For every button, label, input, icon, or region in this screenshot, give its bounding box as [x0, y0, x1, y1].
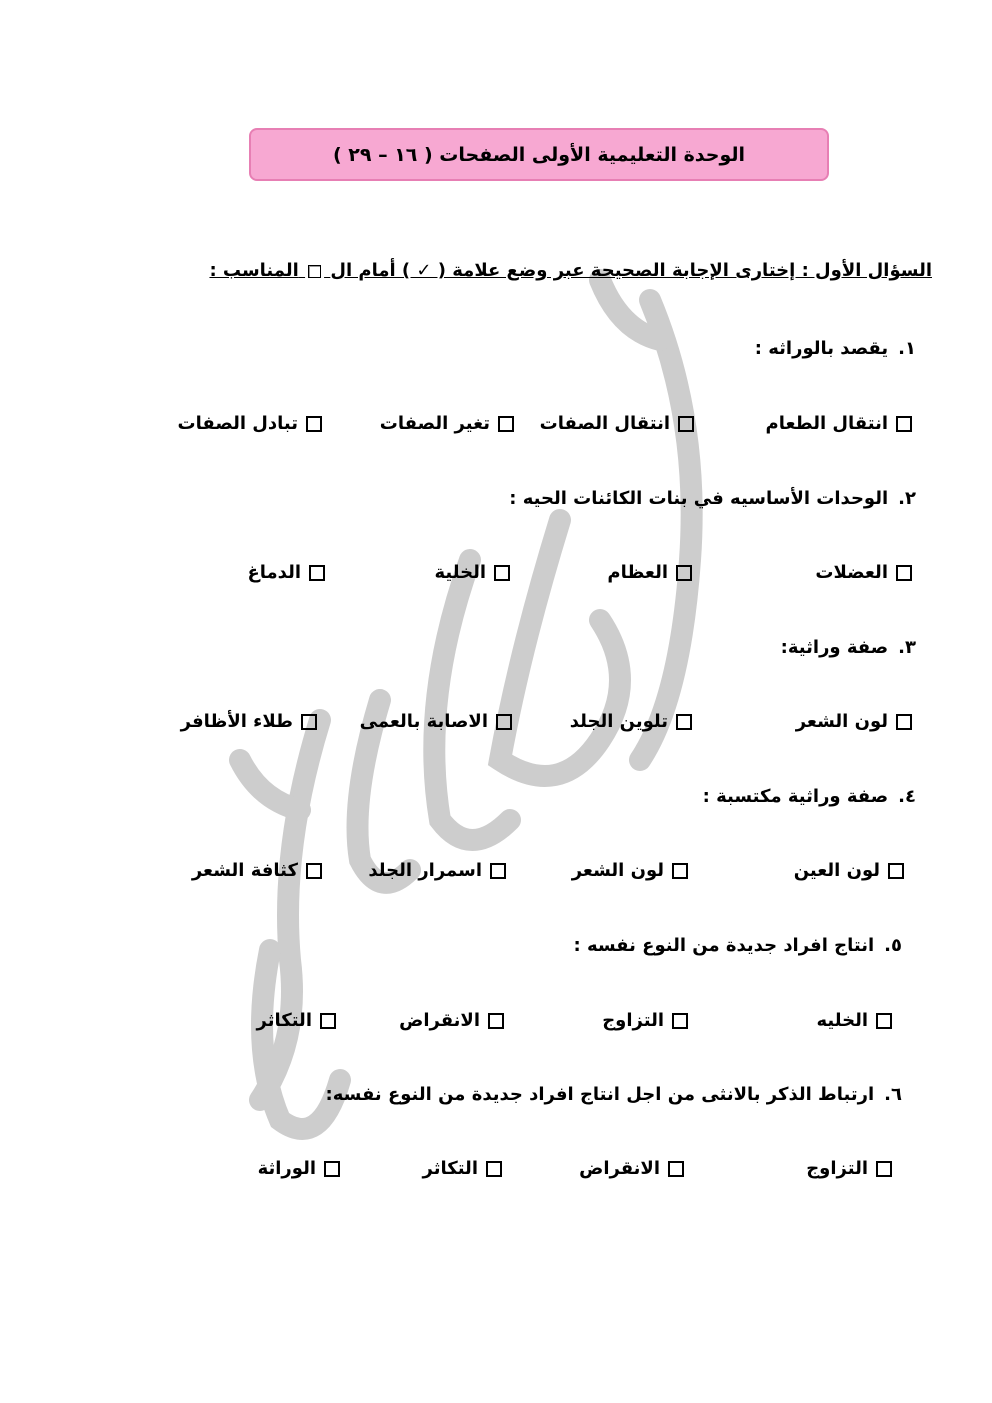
checkbox-icon[interactable] [876, 1161, 892, 1177]
watermark-stroke [600, 280, 660, 340]
checkbox-icon[interactable] [888, 863, 904, 879]
checkbox-icon[interactable] [494, 565, 510, 581]
unit-title-box [249, 128, 829, 181]
question-6 [326, 1084, 902, 1105]
question-1 [755, 338, 916, 359]
option[interactable] [423, 1158, 502, 1179]
option[interactable] [572, 860, 688, 881]
option[interactable] [607, 562, 692, 583]
option[interactable] [579, 1158, 684, 1179]
option-label: اسمرار الجلد [368, 860, 482, 881]
option-label: تلوين الجلد [569, 711, 668, 732]
checkbox-icon[interactable] [672, 1013, 688, 1029]
option[interactable] [380, 413, 514, 434]
option[interactable] [540, 413, 694, 434]
option[interactable] [434, 562, 510, 583]
option[interactable] [257, 1010, 336, 1031]
option-label: لون الشعر [571, 860, 664, 881]
instruction-text: السؤال الأول : إختارى الإجابة الصحيحة عبر وضع علامة ( ✓ ) أمام ال [330, 260, 932, 281]
option-label: التكاثر [256, 1010, 312, 1031]
option-label: تغير الصفات [379, 413, 490, 434]
question-number: ٤. [898, 786, 916, 807]
option[interactable] [796, 711, 912, 732]
option[interactable] [178, 413, 322, 434]
option-label: الاصابة بالعمى [359, 711, 488, 732]
checkbox-icon[interactable] [324, 1161, 340, 1177]
option-label: انتقال الطعام [765, 413, 888, 434]
option[interactable] [247, 562, 325, 583]
question-number: ٢. [898, 488, 916, 509]
question-text: انتاج افراد جديدة من النوع نفسه : [573, 935, 875, 956]
watermark-stroke [260, 720, 320, 1100]
instruction-text-end: المناسب : [209, 260, 299, 281]
checkbox-icon[interactable] [678, 416, 694, 432]
option-label: الوراثة [257, 1158, 316, 1179]
checkbox-icon[interactable] [896, 714, 912, 730]
checkbox-icon[interactable] [498, 416, 514, 432]
option-label: لون العين [793, 860, 880, 881]
option-label: التزاوج [602, 1010, 664, 1031]
question-instruction [209, 260, 932, 281]
question-4 [703, 786, 916, 807]
option-label: الخلية [434, 562, 486, 583]
option[interactable] [570, 711, 692, 732]
checkbox-icon[interactable] [876, 1013, 892, 1029]
watermark-stroke [240, 760, 300, 810]
question-text: الوحدات الأساسيه في بنات الكائنات الحيه : [509, 488, 889, 509]
checkbox-icon[interactable] [672, 863, 688, 879]
option[interactable] [368, 860, 506, 881]
question-number: ١. [898, 338, 916, 359]
option[interactable] [399, 1010, 504, 1031]
option[interactable] [258, 1158, 340, 1179]
checkbox-icon[interactable] [896, 565, 912, 581]
checkbox-icon[interactable] [486, 1161, 502, 1177]
checkbox-icon[interactable] [496, 714, 512, 730]
option-label: طلاء الأظافر [180, 711, 293, 732]
option-label: لون الشعر [795, 711, 888, 732]
checkbox-icon[interactable] [896, 416, 912, 432]
question-text: يقصد بالوراثه : [754, 338, 889, 359]
option[interactable] [816, 1010, 892, 1031]
unit-title: الوحدة التعليمية الأولى الصفحات ( ١٦ – ٢٩ ) [332, 143, 746, 166]
watermark-stroke [640, 300, 692, 760]
option[interactable] [360, 711, 512, 732]
checkbox-icon[interactable] [490, 863, 506, 879]
option-label: انتقال الصفات [539, 413, 670, 434]
option-label: الدماغ [247, 562, 301, 583]
question-text: ارتباط الذكر بالانثى من اجل انتاج افراد جديدة من النوع نفسه: [325, 1084, 875, 1105]
question-text: صفة وراثية: [780, 637, 889, 658]
checkbox-icon[interactable] [320, 1013, 336, 1029]
checkbox-icon[interactable] [676, 565, 692, 581]
checkbox-icon[interactable] [306, 863, 322, 879]
option-label: تبادل الصفات [177, 413, 298, 434]
checkbox-icon[interactable] [676, 714, 692, 730]
option-label: الخليه [816, 1010, 868, 1031]
watermark-stroke [500, 520, 620, 776]
option[interactable] [602, 1010, 688, 1031]
option[interactable] [766, 413, 912, 434]
option-label: العضلات [815, 562, 888, 583]
option-label: الانقراض [399, 1010, 480, 1031]
question-2 [509, 488, 916, 509]
question-text: صفة وراثية مكتسبة : [702, 786, 889, 807]
option[interactable] [806, 1158, 892, 1179]
checkbox-icon[interactable] [668, 1161, 684, 1177]
question-3 [781, 637, 916, 658]
checkbox-icon [308, 265, 321, 278]
option[interactable] [181, 711, 317, 732]
checkbox-icon[interactable] [309, 565, 325, 581]
option-label: الانقراض [579, 1158, 660, 1179]
option-label: كثافة الشعر [191, 860, 298, 881]
option-label: التكاثر [422, 1158, 478, 1179]
question-number: ٣. [898, 637, 916, 658]
checkbox-icon[interactable] [301, 714, 317, 730]
option[interactable] [192, 860, 322, 881]
option[interactable] [815, 562, 912, 583]
question-5 [573, 935, 902, 956]
watermark-stroke [434, 560, 510, 840]
option[interactable] [794, 860, 904, 881]
question-number: ٦. [884, 1084, 902, 1105]
checkbox-icon[interactable] [306, 416, 322, 432]
option-label: التزاوج [806, 1158, 868, 1179]
question-number: ٥. [884, 935, 902, 956]
checkbox-icon[interactable] [488, 1013, 504, 1029]
option-label: العظام [607, 562, 668, 583]
